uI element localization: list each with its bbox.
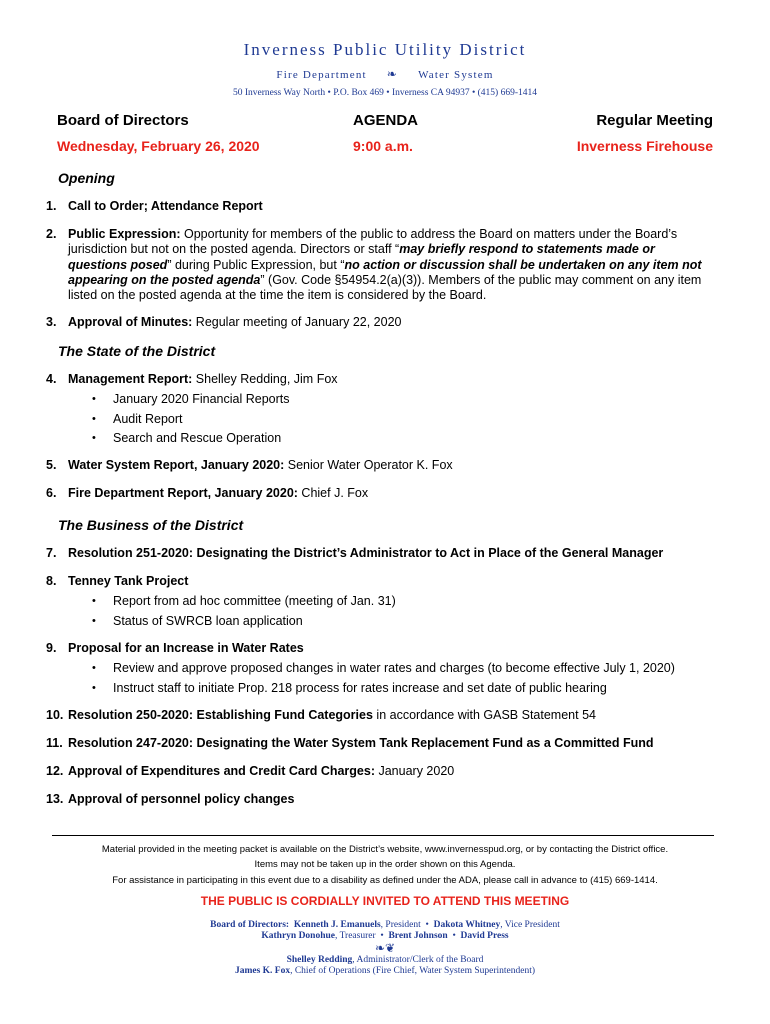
agenda-item-3 <box>46 315 716 330</box>
bullet-list <box>68 661 716 700</box>
item-title: Approval of personnel policy changes <box>68 792 295 806</box>
list-item <box>68 412 716 432</box>
list-item-text: Audit Report <box>113 411 183 426</box>
fire-department-label: Fire Department <box>276 69 367 81</box>
item-text: ” during Public Expression, but “ <box>167 257 345 272</box>
meeting-type: Regular Meeting <box>596 112 713 129</box>
list-item <box>68 594 716 614</box>
water-system-label: Water System <box>418 69 494 81</box>
agenda-item-8 <box>46 574 716 633</box>
footer-ada-note: For assistance in participating in this event due to a disability as defined under the ADA, please call in advance to (415) 669-1414. <box>112 875 658 886</box>
item-number: 2. <box>46 227 57 241</box>
list-item-text: Review and approve proposed changes in water rates and charges (to become effective July 1, 2020) <box>113 661 675 676</box>
list-item-text: Status of SWRCB loan application <box>113 613 303 628</box>
director-name: Kenneth J. Emanuels <box>293 920 381 930</box>
list-item-text: January 2020 Financial Reports <box>113 392 290 407</box>
item-text: ” (Gov. Code §54954.2(a)(3)). Members of the public may comment on any item listed on the posted agenda at the time the item is considered by the Board. <box>68 272 702 303</box>
list-item <box>68 614 716 634</box>
meeting-header <box>57 112 713 129</box>
meeting-details <box>57 138 713 154</box>
item-number: 10. <box>46 708 64 722</box>
section-opening: Opening <box>58 170 115 186</box>
director-role: , Treasurer <box>335 931 376 941</box>
separator-icon: • <box>452 931 456 941</box>
meeting-location: Inverness Firehouse <box>576 138 713 154</box>
bullet-icon: • <box>92 393 96 406</box>
item-label: Approval of Minutes: <box>68 315 193 329</box>
agenda-item-1 <box>46 199 716 214</box>
director-name: David Press <box>460 931 509 941</box>
item-number: 4. <box>46 372 57 386</box>
agenda-item-4 <box>46 372 716 451</box>
bullet-list <box>68 594 716 633</box>
staff-role: , Administrator/Clerk of the Board <box>352 955 484 965</box>
bullet-list <box>68 392 716 451</box>
item-number: 8. <box>46 574 57 588</box>
item-number: 9. <box>46 641 57 655</box>
agenda-item-13 <box>46 792 716 807</box>
section-business-of-district: The Business of the District <box>58 517 244 533</box>
item-title: Proposal for an Increase in Water Rates <box>68 641 304 655</box>
letterhead <box>0 40 770 98</box>
bullet-icon: • <box>92 681 96 694</box>
agenda-item-5 <box>46 458 716 473</box>
director-name: Kathryn Donohue <box>261 931 335 941</box>
item-text: Senior Water Operator K. Fox <box>284 458 453 472</box>
staff-name: James K. Fox <box>234 966 291 976</box>
footer-order-note: Items may not be taken up in the order shown on this Agenda. <box>254 859 516 870</box>
bullet-icon: • <box>92 412 96 425</box>
list-item <box>68 661 716 681</box>
separator-icon: • <box>425 920 429 930</box>
agenda-item-10 <box>46 708 716 723</box>
public-expression-text <box>68 227 716 303</box>
list-item-text: Instruct staff to initiate Prop. 218 process for rates increase and set date of public hearing <box>113 680 607 695</box>
bullet-icon: • <box>92 432 96 445</box>
list-item-text: Report from ad hoc committee (meeting of Jan. 31) <box>113 594 396 609</box>
ornament-icon: ❧❦ <box>374 941 396 955</box>
department-line <box>0 67 770 82</box>
ornament-icon: ❧ <box>386 67 399 81</box>
item-text: Opportunity for members of the public to address the Board on matters under the Board’s jurisdiction but not on the posted agenda. Directors or staff “ <box>68 227 678 257</box>
list-item <box>68 392 716 412</box>
item-label: Water System Report, January 2020: <box>68 458 285 472</box>
agenda-item-7 <box>46 546 716 561</box>
board-members-line <box>0 920 770 930</box>
item-title: Resolution 247-2020: Designating the Water System Tank Replacement Fund as a Committed Fund <box>68 736 654 750</box>
bullet-icon: • <box>92 595 96 608</box>
item-number: 5. <box>46 458 57 472</box>
item-number: 6. <box>46 486 57 500</box>
bullet-icon: • <box>92 662 96 675</box>
footer-divider <box>52 835 714 836</box>
board-title: Board of Directors <box>57 112 189 129</box>
item-label: Public Expression: <box>68 227 181 241</box>
director-role: , Vice President <box>500 920 560 930</box>
board-label: Board of Directors: <box>210 920 290 930</box>
item-number: 1. <box>46 199 57 213</box>
meeting-date: Wednesday, February 26, 2020 <box>57 138 260 154</box>
district-address: 50 Inverness Way North • P.O. Box 469 • Inverness CA 94937 • (415) 669-1414 <box>232 88 538 98</box>
director-name: Brent Johnson <box>388 931 448 941</box>
emphasis-respond: may briefly respond to statements made or questions posed <box>68 242 655 272</box>
agenda-item-2 <box>46 227 716 303</box>
staff-line <box>0 966 770 976</box>
item-title: Resolution 251-2020: Designating the District’s Administrator to Act in Place of the General Manager <box>68 546 664 560</box>
emphasis-no-action: no action or discussion shall be undertaken on any item not appearing on the posted agenda <box>68 257 702 287</box>
item-number: 11. <box>46 736 63 750</box>
bullet-icon: • <box>92 614 96 627</box>
item-text: January 2020 <box>375 764 455 778</box>
agenda-item-9 <box>46 641 716 700</box>
item-text: in accordance with GASB Statement 54 <box>372 708 596 722</box>
agenda-item-11 <box>46 736 716 751</box>
list-item <box>68 431 716 451</box>
staff-line <box>0 955 770 965</box>
item-label: Management Report: <box>68 372 193 386</box>
list-item-text: Search and Rescue Operation <box>113 431 282 446</box>
item-label: Approval of Expenditures and Credit Card Charges: <box>68 764 375 778</box>
section-state-of-district: The State of the District <box>58 343 216 359</box>
staff-role: , Chief of Operations (Fire Chief, Water System Superintendent) <box>290 966 536 976</box>
public-invitation: THE PUBLIC IS CORDIALLY INVITED TO ATTEND THIS MEETING <box>200 894 570 908</box>
item-title: Tenney Tank Project <box>68 574 189 588</box>
board-members-line <box>0 931 770 941</box>
agenda-item-6 <box>46 486 716 501</box>
meeting-time: 9:00 a.m. <box>353 138 413 154</box>
item-text: Chief J. Fox <box>297 486 369 500</box>
agenda-title: AGENDA <box>353 112 419 129</box>
director-role: , President <box>380 920 421 930</box>
item-number: 13. <box>46 792 64 806</box>
staff-name: Shelley Redding <box>286 955 353 965</box>
item-number: 12. <box>46 764 64 778</box>
list-item <box>68 681 716 701</box>
item-number: 3. <box>46 315 57 329</box>
district-name: Inverness Public Utility District <box>243 40 527 59</box>
item-text: Shelley Redding, Jim Fox <box>192 372 338 386</box>
separator-icon: • <box>380 931 384 941</box>
agenda-item-12 <box>46 764 716 779</box>
item-label: Resolution 250-2020: Establishing Fund Categories <box>68 708 373 722</box>
item-number: 7. <box>46 546 57 560</box>
item-label: Fire Department Report, January 2020: <box>68 486 298 500</box>
director-name: Dakota Whitney <box>433 920 501 930</box>
item-text: Regular meeting of January 22, 2020 <box>192 315 402 329</box>
footer-materials-note: Material provided in the meeting packet is available on the District’s website, www.invernesspud.org, or by contacting the District office. <box>101 844 669 855</box>
item-title: Call to Order; Attendance Report <box>68 199 263 213</box>
